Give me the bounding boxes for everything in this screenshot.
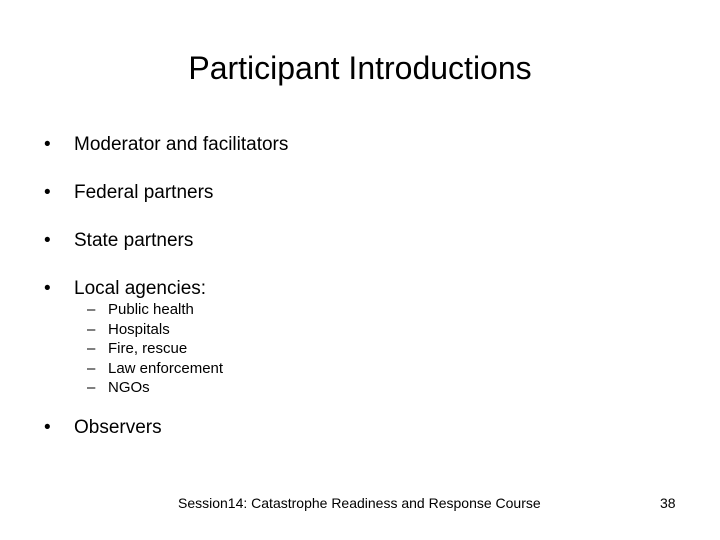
bullet-text: Observers bbox=[74, 417, 162, 438]
sub-item-ngos bbox=[87, 378, 223, 398]
bullet-marker: • bbox=[44, 182, 51, 203]
bullet-marker: • bbox=[44, 278, 51, 299]
bullet-item-state bbox=[44, 229, 193, 253]
bullet-marker: • bbox=[44, 134, 51, 155]
footer-course-name: Session14: Catastrophe Readiness and Response Course bbox=[178, 495, 541, 511]
sub-bullet-marker: – bbox=[87, 301, 96, 318]
bullet-item-moderators bbox=[44, 133, 288, 157]
sub-item-text: Law enforcement bbox=[108, 359, 224, 377]
sub-item-law-enforcement bbox=[87, 359, 223, 379]
slide-title: Participant Introductions bbox=[188, 50, 532, 86]
sub-item-text: Hospitals bbox=[108, 320, 170, 338]
sub-item-public-health bbox=[87, 300, 223, 320]
bullet-text: State partners bbox=[74, 230, 194, 251]
sub-item-text: Public health bbox=[108, 301, 194, 318]
sub-bullet-marker: – bbox=[87, 320, 96, 338]
sub-item-text: Fire, rescue bbox=[108, 340, 188, 357]
sub-item-text: NGOs bbox=[108, 379, 150, 396]
page-number: 38 bbox=[660, 495, 676, 511]
bullet-text: Local agencies: bbox=[74, 278, 207, 299]
bullet-marker: • bbox=[44, 230, 51, 251]
sub-bullet-marker: – bbox=[87, 379, 96, 396]
sub-item-hospitals bbox=[87, 320, 223, 340]
bullet-text: Federal partners bbox=[74, 182, 214, 203]
local-agencies-sublist bbox=[87, 300, 223, 398]
bullet-item-local bbox=[44, 277, 206, 301]
sub-bullet-marker: – bbox=[87, 359, 96, 377]
bullet-marker: • bbox=[44, 417, 51, 438]
bullet-item-federal bbox=[44, 181, 213, 205]
sub-bullet-marker: – bbox=[87, 340, 96, 357]
sub-item-fire-rescue bbox=[87, 339, 223, 359]
bullet-text: Moderator and facilitators bbox=[74, 134, 289, 155]
bullet-item-observers bbox=[44, 416, 162, 440]
